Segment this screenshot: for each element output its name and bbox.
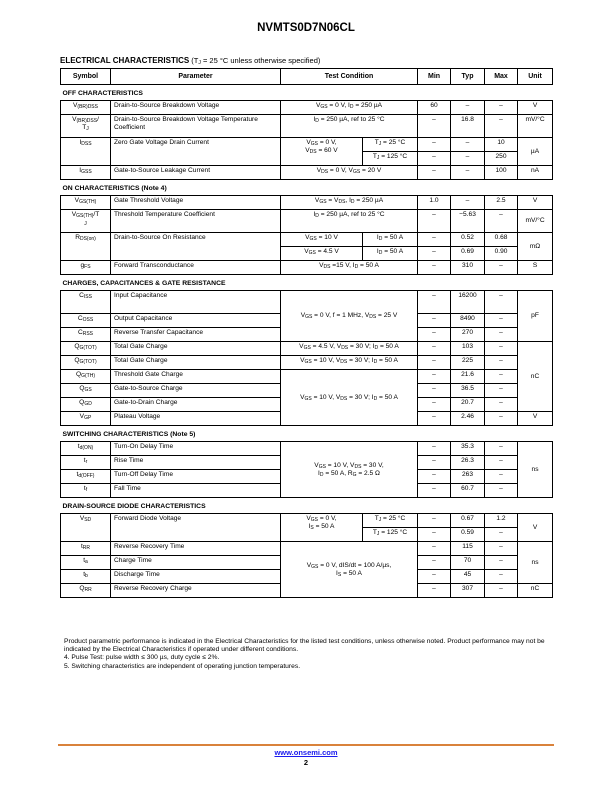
symbol: $C_{RSS}$ xyxy=(61,328,111,342)
symbol: $t_{d(OFF)}$ xyxy=(61,470,111,484)
table-row: $T_J = 125$ °C – – 250 xyxy=(61,152,553,166)
test-condition: $V_{GS} = 10$ V, $V_{DS} = 30$ V; $I_D = 50$ A xyxy=(281,370,418,426)
footer-divider xyxy=(58,744,554,746)
symbol: $t_{RR}$ xyxy=(61,542,111,556)
col-typ: Typ xyxy=(451,69,485,85)
symbol: $V_{GS(TH)}$ xyxy=(61,196,111,210)
section-charges: CHARGES, CAPACITANCES & GATE RESISTANCE xyxy=(61,275,553,291)
symbol: $C_{OSS}$ xyxy=(61,314,111,328)
test-condition: $V_{GS} = 0$ V, $I_S = 50$ A xyxy=(281,514,363,542)
symbol: $I_{DSS}$ xyxy=(61,138,111,166)
symbol: $V_{GP}$ xyxy=(61,412,111,426)
table-row: $t_r$ Rise Time – 26.3 – xyxy=(61,456,553,470)
table-row: $C_{OSS}$ Output Capacitance – 8490 – xyxy=(61,314,553,328)
col-test-condition: Test Condition xyxy=(281,69,418,85)
symbol: $C_{ISS}$ xyxy=(61,291,111,314)
table-row: $V_{SD}$ Forward Diode Voltage $V_{GS} = 0$ V, $I_S = 50$ A $T_J = 25$ °C – 0.67 1.2 V xyxy=(61,514,553,528)
table-row: $I_{GSS}$ Gate-to-Source Leakage Current $V_{DS} = 0$ V, $V_{GS} = 20$ V – – 100 nA xyxy=(61,166,553,180)
table-row: $Q_{GS}$ Gate-to-Source Charge – 36.5 – xyxy=(61,384,553,398)
symbol: $Q_{G(TOT)}$ xyxy=(61,356,111,370)
table-row: $t_{RR}$ Reverse Recovery Time $V_{GS} = 0$ V, dIS/dt = 100 A/µs, $I_S = 50$ A – 115 – ns xyxy=(61,542,553,556)
section-diode: DRAIN-SOURCE DIODE CHARACTERISTICS xyxy=(61,498,553,514)
symbol: $t_{d(ON)}$ xyxy=(61,442,111,456)
section-heading-bold: ELECTRICAL CHARACTERISTICS xyxy=(60,56,190,65)
symbol: $R_{DS(on)}$ xyxy=(61,233,111,261)
footnotes xyxy=(64,638,552,671)
table-row: $Q_{RR}$ Reverse Recovery Charge – 307 – nC xyxy=(61,584,553,598)
table-row: $g_{FS}$ Forward Transconductance $V_{DS} =15$ V, $I_D = 50$ A – 310 – S xyxy=(61,261,553,275)
table-row: $t_b$ Discharge Time – 45 – xyxy=(61,570,553,584)
table-row: $V_{GS} = 4.5$ V $I_D = 50$ A – 0.69 0.90 xyxy=(61,247,553,261)
table-row: $Q_{GD}$ Gate-to-Drain Charge – 20.7 – xyxy=(61,398,553,412)
symbol: $Q_{G(TH)}$ xyxy=(61,370,111,384)
table-row: $t_{d(ON)}$ Turn-On Delay Time $V_{GS} = 10$ V, $V_{DS} = 30$ V, $I_D = 50$ A, $R_G = 2.5$ Ω – 35.3 – ns xyxy=(61,442,553,456)
table-row: $V_{GP}$ Plateau Voltage – 2.46 – V xyxy=(61,412,553,426)
footnote-5: 5. Switching characteristics are independent of operating junction temperatures. xyxy=(64,662,301,670)
table-row: $I_{DSS}$ Zero Gate Voltage Drain Current $V_{GS} = 0$ V, $V_{DS} = 60$ V $T_J = 25$ °C – – 10 µA xyxy=(61,138,553,152)
test-condition: $I_D = 250$ µA, ref to 25 °C xyxy=(281,210,418,233)
table-row: $V_{(BR)DSS}/$ $T_J$ Drain-to-Source Breakdown Voltage Temperature Coefficient $I_D = 250$ µA, ref to 25 °C – 16.8 – mV/°C xyxy=(61,115,553,138)
test-condition: $V_{GS} = 10$ V, $V_{DS} = 30$ V, $I_D = 50$ A, $R_G = 2.5$ Ω xyxy=(281,442,418,498)
symbol: $V_{(BR)DSS}/$ $T_J$ xyxy=(61,115,111,138)
symbol: $Q_{GS}$ xyxy=(61,384,111,398)
symbol: $I_{GSS}$ xyxy=(61,166,111,180)
table-header-row xyxy=(61,69,553,85)
test-condition: $V_{GS} = 0$ V, $I_D = 250$ µA xyxy=(281,101,418,115)
test-condition: $V_{GS} = 0$ V, f = 1 MHz, $V_{DS} = 25$ V xyxy=(281,291,418,342)
table-row: $T_J = 125$ °C – 0.59 – xyxy=(61,528,553,542)
symbol: $Q_{G(TOT)}$ xyxy=(61,342,111,356)
test-condition: $V_{GS} = 4.5$ V, $V_{DS} = 30$ V; $I_D = 50$ A xyxy=(281,342,418,356)
test-condition: $V_{GS} = 0$ V, dIS/dt = 100 A/µs, $I_S = 50$ A xyxy=(281,542,418,598)
symbol: $V_{SD}$ xyxy=(61,514,111,542)
col-symbol: Symbol xyxy=(61,69,111,85)
symbol: $g_{FS}$ xyxy=(61,261,111,275)
table-row: $V_{GS(TH)}$ Gate Threshold Voltage $V_{GS} = V_{DS}$, $I_D = 250$ µA 1.0 – 2.5 V xyxy=(61,196,553,210)
test-condition: $V_{DS} =15$ V, $I_D = 50$ A xyxy=(281,261,418,275)
section-on: ON CHARACTERISTICS (Note 4) xyxy=(61,180,553,196)
section-switching: SWITCHING CHARACTERISTICS (Note 5) xyxy=(61,426,553,442)
table-row: $V_{GS(TH)}/T$ $_J$ Threshold Temperature Coefficient $I_D = 250$ µA, ref to 25 °C – −5.63 – mV/°C xyxy=(61,210,553,233)
test-condition: $V_{DS} = 0$ V, $V_{GS} = 20$ V xyxy=(281,166,418,180)
symbol: $Q_{GD}$ xyxy=(61,398,111,412)
table-row: $Q_{G(TH)}$ Threshold Gate Charge $V_{GS} = 10$ V, $V_{DS} = 30$ V; $I_D = 50$ A – 21.6 – xyxy=(61,370,553,384)
col-unit: Unit xyxy=(518,69,553,85)
test-condition: $V_{GS} = 0$ V, $V_{DS} = 60$ V xyxy=(281,138,363,166)
table-row: $t_f$ Fall Time – 60.7 – xyxy=(61,484,553,498)
table-row: $t_a$ Charge Time – 70 – xyxy=(61,556,553,570)
footer-website-link[interactable]: www.onsemi.com xyxy=(274,748,338,757)
symbol: $Q_{RR}$ xyxy=(61,584,111,598)
symbol: $V_{GS(TH)}/T$ $_J$ xyxy=(61,210,111,233)
symbol: $t_b$ xyxy=(61,570,111,584)
electrical-characteristics-table xyxy=(60,68,553,598)
col-parameter: Parameter xyxy=(111,69,281,85)
table-row: $R_{DS(on)}$ Drain-to-Source On Resistance $V_{GS} = 10$ V $I_D = 50$ A – 0.52 0.68 mΩ xyxy=(61,233,553,247)
part-number-title: NVMTS0D7N06CL xyxy=(257,22,355,34)
symbol: $t_a$ xyxy=(61,556,111,570)
col-max: Max xyxy=(485,69,518,85)
section-heading: ELECTRICAL CHARACTERISTICS ($T_J = 25$ °C unless otherwise specified) xyxy=(60,56,321,66)
footnote-4: 4. Pulse Test: pulse width ≤ 300 µs, duty cycle ≤ 2%. xyxy=(64,654,220,662)
table-row: $V_{(BR)DSS}$ Drain-to-Source Breakdown Voltage $V_{GS} = 0$ V, $I_D = 250$ µA 60 – – V xyxy=(61,101,553,115)
symbol: $t_f$ xyxy=(61,484,111,498)
test-condition: $V_{GS} = V_{DS}$, $I_D = 250$ µA xyxy=(281,196,418,210)
col-min: Min xyxy=(418,69,451,85)
page-number: 2 xyxy=(303,758,309,767)
table-row: $Q_{G(TOT)}$ Total Gate Charge $V_{GS} = 4.5$ V, $V_{DS} = 30$ V; $I_D = 50$ A – 103 – nC xyxy=(61,342,553,356)
symbol: $V_{(BR)DSS}$ xyxy=(61,101,111,115)
footnote-general: Product parametric performance is indicated in the Electrical Characteristics for the listed test conditions, unless otherwise noted. Product performance may not be indicated by the Electrical Characteristics if operated under different conditions. xyxy=(64,638,545,654)
section-off: OFF CHARACTERISTICS xyxy=(61,85,553,101)
test-condition: $I_D = 250$ µA, ref to 25 °C xyxy=(281,115,418,138)
table-row: $C_{RSS}$ Reverse Transfer Capacitance – 270 – xyxy=(61,328,553,342)
symbol: $t_r$ xyxy=(61,456,111,470)
test-condition: $V_{GS} = 10$ V, $V_{DS} = 30$ V; $I_D = 50$ A xyxy=(281,356,418,370)
table-row: $Q_{G(TOT)}$ Total Gate Charge $V_{GS} = 10$ V, $V_{DS} = 30$ V; $I_D = 50$ A – 225 – xyxy=(61,356,553,370)
table-row: $t_{d(OFF)}$ Turn-Off Delay Time – 263 – xyxy=(61,470,553,484)
table-row: $C_{ISS}$ Input Capacitance $V_{GS} = 0$ V, f = 1 MHz, $V_{DS} = 25$ V – 16200 – pF xyxy=(61,291,553,314)
